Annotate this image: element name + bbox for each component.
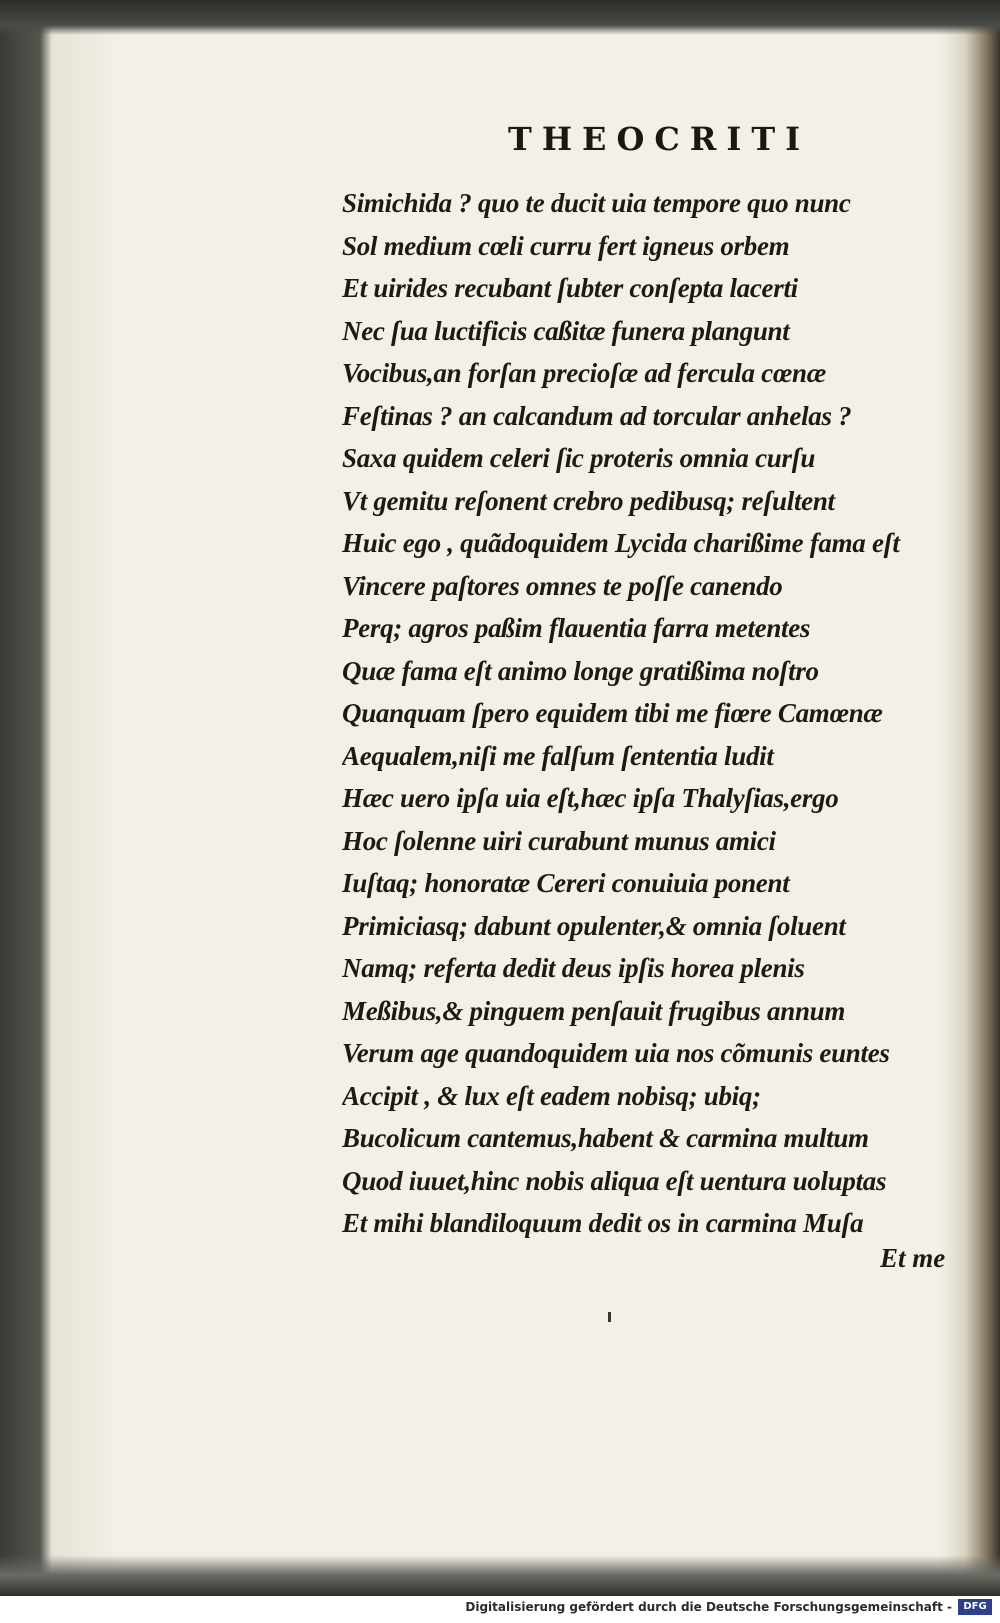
verse-line: Aequalem,niſi me falſum ſententia ludit: [342, 740, 774, 771]
verse-line: Primiciasq; dabunt opulenter,& omnia ſoluent: [342, 910, 846, 941]
verse-line: Et uirides recubant ſubter conſepta lacerti: [342, 273, 798, 303]
verse-line: Vincere paſtores omnes te poſſe canendo: [342, 570, 783, 601]
funding-credit: Digitalisierung gefördert durch die Deutsche Forschungsgemeinschaft -: [465, 1600, 952, 1614]
verse-line: Feſtinas ? an calcandum ad torcular anhelas ?: [342, 400, 852, 431]
verse-line: Vt gemitu reſonent crebro pedibusq; reſultent: [342, 485, 835, 516]
verse-line: Vocibus,an forſan precioſæ ad fercula cœnæ: [342, 358, 826, 388]
verse-line: Saxa quidem celeri ſic proteris omnia curſu: [342, 443, 816, 473]
scan-bottom-edge: [0, 1555, 1000, 1596]
verse-line: Verum age quandoquidem uia nos cõmunis euntes: [342, 1038, 890, 1068]
ink-mark: [608, 1312, 611, 1322]
catchword: Et me: [880, 1243, 946, 1273]
verse-line: Accipit , & lux eſt eadem nobisq; ubiq;: [342, 1080, 761, 1111]
verse-line: Perq; agros paßim flauentia farra metentes: [342, 613, 811, 643]
dfg-logo-icon: DFG: [958, 1599, 992, 1615]
verse-line: Namq; referta dedit deus ipſis horea plenis: [342, 953, 805, 983]
verse-line: Huic ego , quãdoquidem Lycida charißime fama eſt: [342, 528, 900, 558]
verse-line: Hæc uero ipſa uia eſt,hæc ipſa Thalyſias,ergo: [342, 783, 839, 813]
verse-block: [342, 182, 972, 1245]
verse-line: Iuſtaq; honoratæ Cereri conuiuia ponent: [342, 868, 790, 898]
scan-top-edge: [0, 0, 1000, 35]
verse-line: Simichida ? quo te ducit uia tempore quo nunc: [342, 188, 851, 218]
verse-line: Quod iuuet,hinc nobis aliqua eſt uentura uoluptas: [342, 1165, 887, 1196]
verse-line: Nec ſua luctificis caßitæ funera plangunt: [342, 315, 790, 346]
verse-line: Meßibus,& pinguem penſauit frugibus annum: [342, 995, 846, 1026]
verse-line: Quæ fama eſt animo longe gratißima noſtro: [342, 655, 819, 686]
running-head: THEOCRITI: [508, 120, 811, 158]
verse-line: Et mihi blandiloquum dedit os in carmina Muſa: [342, 1208, 864, 1238]
verse-line: Quanquam ſpero equidem tibi me fiœre Camœnæ: [342, 698, 883, 728]
verse-line: Hoc ſolenne uiri curabunt munus amici: [342, 825, 776, 856]
verse-line: Bucolicum cantemus,habent & carmina multum: [342, 1123, 869, 1153]
verse-line: Sol medium cœli curru fert igneus orbem: [342, 230, 790, 261]
